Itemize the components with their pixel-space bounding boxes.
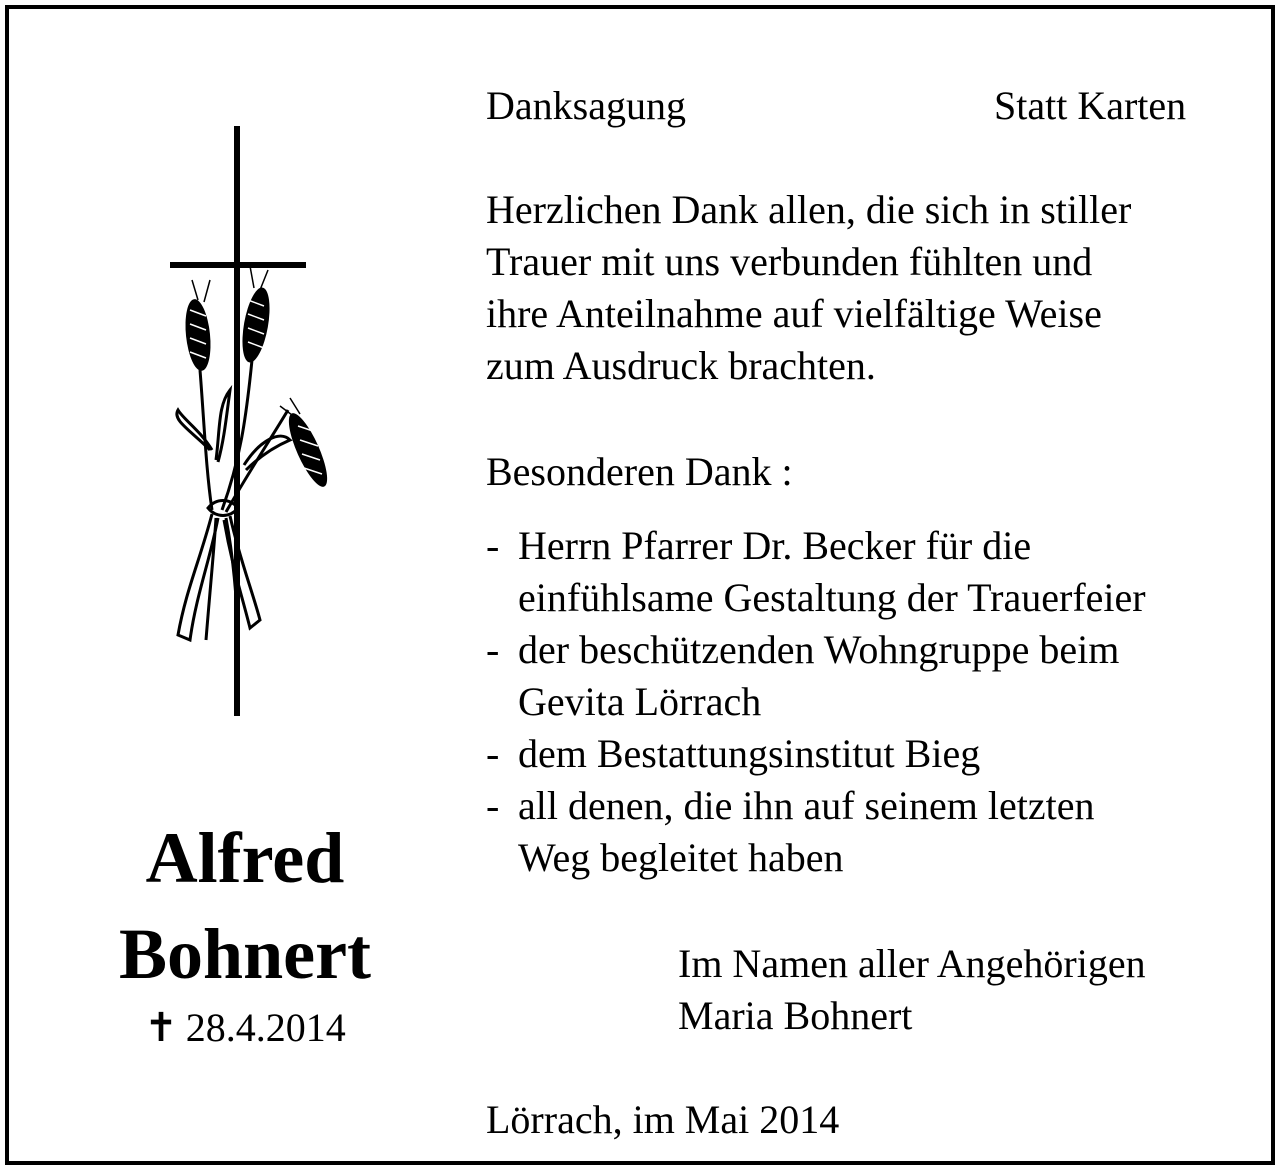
deceased-first-name: Alfred [145,818,345,898]
signature-name: Maria Bohnert [678,993,913,1038]
dash-marker: - [486,523,500,568]
list-item-line: all denen, die ihn auf seinem letzten [518,783,1095,828]
heading-no-cards: Statt Karten [994,83,1187,128]
message-line: Trauer mit uns verbunden fühlten und [486,239,1093,284]
list-item [486,728,1146,780]
list-item [486,624,1146,728]
deceased-block [60,810,430,1054]
special-thanks-heading: Besonderen Dank : [486,449,793,494]
list-item [486,780,1146,884]
dash-marker: - [486,731,500,776]
death-date-line [60,1002,430,1054]
death-date: 28.4.2014 [185,1005,346,1050]
message-line: ihre Anteilnahme auf vielfältige Weise [486,291,1102,336]
message-line: zum Ausdruck brachten. [486,343,876,388]
deceased-last-name: Bohnert [119,914,371,994]
thanks-message [486,184,1131,392]
list-item [486,520,1146,624]
special-thanks-list [486,520,1146,884]
list-item-line: Gevita Lörrach [518,679,762,724]
message-line: Herzlichen Dank allen, die sich in stiller [486,187,1132,232]
cross-with-wheat-icon [160,120,350,720]
list-item-line: Weg begleitet haben [518,835,844,880]
signature [678,938,1146,1042]
dash-marker: - [486,783,500,828]
heading-thanks: Danksagung [486,83,686,128]
dash-marker: - [486,627,500,672]
place-date: Lörrach, im Mai 2014 [486,1097,840,1142]
signature-line: Im Namen aller Angehörigen [678,941,1146,986]
list-item-line: Herrn Pfarrer Dr. Becker für die [518,523,1032,568]
list-item-line: dem Bestattungsinstitut Bieg [518,731,981,776]
cross-icon: ✝ [144,1005,178,1051]
list-item-line: der beschützenden Wohngruppe beim [518,627,1120,672]
list-item-line: einfühlsame Gestaltung der Trauerfeier [518,575,1146,620]
